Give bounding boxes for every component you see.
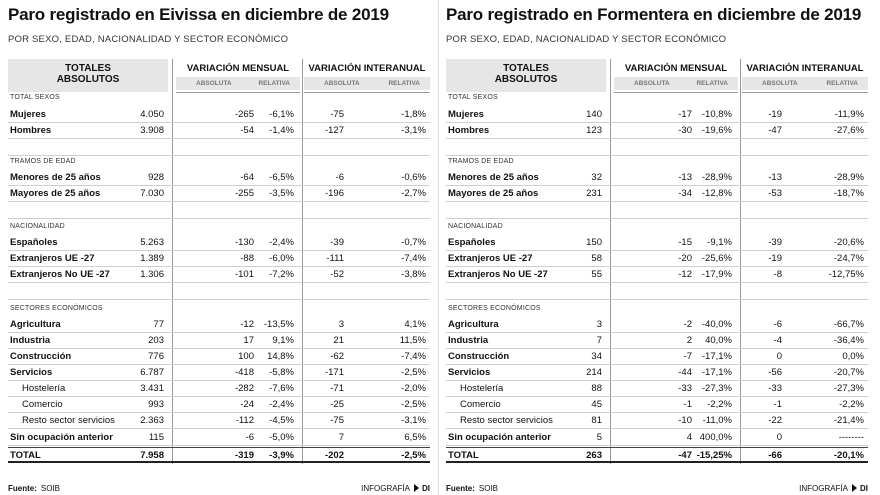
mensual-absoluta: 100: [238, 351, 254, 362]
interanual-absoluta: 21: [333, 335, 344, 346]
header-variacion-interanual-label: VARIACIÓN INTERANUAL: [746, 63, 864, 74]
header-variacion-mensual-subheader: [176, 77, 300, 90]
row-label: TOTAL: [448, 450, 479, 461]
mensual-absoluta: -112: [235, 415, 254, 426]
table-row: [8, 267, 430, 283]
row-label: Extranjeros UE -27: [10, 253, 95, 264]
total-absoluto: 7: [596, 335, 602, 346]
table-row: [8, 251, 430, 267]
interanual-absoluta: -6: [773, 319, 782, 330]
header-variacion-interanual-label: VARIACIÓN INTERANUAL: [308, 63, 426, 74]
row-label: TOTAL: [10, 450, 41, 461]
header-variacion-mensual: [176, 59, 300, 93]
table-row: [8, 349, 430, 365]
row-label: Agricultura: [448, 319, 499, 330]
interanual-relativa: -20,1%: [833, 450, 864, 461]
table-row: [8, 381, 430, 397]
table-row: [446, 267, 868, 283]
row-spacer: [8, 283, 430, 300]
mensual-relativa: -2,4%: [269, 399, 294, 410]
mensual-relativa: -9,1%: [707, 237, 732, 248]
mensual-absoluta: -17: [678, 109, 692, 120]
interanual-absoluta: 0: [776, 432, 782, 443]
table-row: [446, 381, 868, 397]
interanual-relativa: -11,9%: [834, 109, 864, 120]
header-totales-line1: TOTALES: [65, 63, 111, 74]
interanual-relativa: -3,1%: [401, 415, 426, 426]
table-row: [8, 186, 430, 202]
total-absoluto: 115: [148, 432, 164, 443]
table-row: [8, 333, 430, 349]
mensual-relativa: -1,4%: [269, 125, 294, 136]
row-label: Agricultura: [10, 319, 61, 330]
mensual-absoluta: -282: [234, 383, 254, 394]
interanual-absoluta: -56: [768, 367, 782, 378]
mensual-absoluta: -7: [683, 351, 692, 362]
row-label: Mayores de 25 años: [448, 188, 539, 199]
footer-di: DI: [860, 484, 868, 493]
footer-source: [446, 484, 498, 493]
mensual-absoluta: -54: [240, 125, 254, 136]
total-absoluto: 7.030: [140, 188, 164, 199]
row-label: Construcción: [448, 351, 510, 362]
footer-di: DI: [422, 484, 430, 493]
interanual-relativa: -66,7%: [833, 319, 864, 330]
interanual-relativa: -0,7%: [401, 237, 426, 248]
subheader-relativa: RELATIVA: [826, 80, 858, 87]
total-absoluto: 1.306: [140, 269, 164, 280]
total-absoluto: 3.431: [140, 383, 164, 394]
total-absoluto: 7.958: [140, 450, 164, 461]
footer-credit: [799, 484, 868, 493]
section-label: NACIONALIDAD: [10, 223, 65, 230]
row-label: Menores de 25 años: [10, 172, 101, 183]
interanual-absoluta: -39: [330, 237, 344, 248]
header-variacion-interanual: [742, 59, 868, 93]
row-spacer: [446, 139, 868, 156]
total-absoluto: 214: [586, 367, 602, 378]
interanual-absoluta: -8: [773, 269, 782, 280]
row-label: Comercio: [22, 399, 63, 410]
table-row: [446, 235, 868, 251]
total-row: [8, 447, 430, 463]
total-absoluto: 993: [148, 399, 164, 410]
row-label: Comercio: [460, 399, 501, 410]
footer-source-value: SOIB: [478, 484, 499, 493]
row-spacer: [8, 202, 430, 219]
header-variacion-interanual: [304, 59, 430, 93]
mensual-relativa: -7,6%: [269, 383, 294, 394]
total-absoluto: 4.050: [140, 109, 164, 120]
header-totales-line2: ABSOLUTOS: [56, 74, 120, 85]
table-row: [8, 235, 430, 251]
row-label: Hostelería: [460, 383, 504, 394]
row-label: Extranjeros No UE -27: [448, 269, 548, 280]
interanual-relativa: -20,7%: [833, 367, 864, 378]
total-absoluto: 55: [591, 269, 602, 280]
table-row: [8, 107, 430, 123]
table-row: [446, 333, 868, 349]
play-arrow-icon: [414, 484, 419, 492]
total-absoluto: 34: [591, 351, 602, 362]
interanual-absoluta: -22: [768, 415, 782, 426]
table-row: [446, 349, 868, 365]
mensual-absoluta: -265: [234, 109, 254, 120]
interanual-absoluta: 3: [338, 319, 344, 330]
interanual-absoluta: -13: [768, 172, 782, 183]
interanual-relativa: -27,6%: [833, 125, 864, 136]
header-totales-line2: ABSOLUTOS: [494, 74, 558, 85]
footer-infografia: INFOGRAFÍA: [799, 484, 848, 493]
interanual-absoluta: -33: [768, 383, 782, 394]
table-row: [8, 123, 430, 139]
table-row: [446, 365, 868, 381]
row-spacer: [8, 139, 430, 156]
subheader-relativa: RELATIVA: [388, 80, 420, 87]
interanual-relativa: -2,2%: [839, 399, 864, 410]
mensual-relativa: -17,1%: [701, 367, 732, 378]
row-label: Construcción: [10, 351, 72, 362]
subheader-absoluta: ABSOLUTA: [324, 80, 360, 87]
header-variacion-interanual-subheader: [742, 77, 868, 90]
mensual-relativa: 14,8%: [267, 351, 294, 362]
row-spacer: [446, 283, 868, 300]
mensual-absoluta: -2: [683, 319, 692, 330]
panel-title: Paro registrado en Formentera en diciembre de 2019: [446, 5, 862, 24]
table-row: [446, 123, 868, 139]
footer-credit: [361, 484, 430, 493]
interanual-relativa: -3,8%: [401, 269, 426, 280]
interanual-relativa: -3,1%: [401, 125, 426, 136]
total-absoluto: 776: [148, 351, 164, 362]
interanual-absoluta: -171: [324, 367, 344, 378]
row-label: Industria: [448, 335, 489, 346]
total-absoluto: 5.263: [140, 237, 164, 248]
total-absoluto: 3: [596, 319, 602, 330]
mensual-absoluta: -24: [240, 399, 254, 410]
mensual-absoluta: -20: [678, 253, 692, 264]
mensual-relativa: -6,1%: [269, 109, 294, 120]
mensual-absoluta: -88: [240, 253, 254, 264]
row-label: Sin ocupación anterior: [448, 432, 551, 443]
total-absoluto: 45: [591, 399, 602, 410]
total-absoluto: 2.363: [140, 415, 164, 426]
mensual-absoluta: 2: [686, 335, 692, 346]
header-variacion-mensual-label: VARIACIÓN MENSUAL: [186, 63, 290, 74]
section-label: TOTAL SEXOS: [448, 94, 498, 101]
footer-infografia: INFOGRAFÍA: [361, 484, 410, 493]
table-header: [446, 59, 868, 92]
section-label: TRAMOS DE EDAD: [10, 158, 76, 165]
interanual-absoluta: -127: [324, 125, 344, 136]
interanual-absoluta: 7: [338, 432, 344, 443]
total-row: [446, 447, 868, 463]
mensual-absoluta: -12: [240, 319, 254, 330]
subheader-absoluta: ABSOLUTA: [196, 80, 232, 87]
mensual-absoluta: -44: [678, 367, 692, 378]
table-row: [8, 170, 430, 186]
interanual-relativa: -18,7%: [833, 188, 864, 199]
table-row: [8, 317, 430, 333]
table-row: [446, 317, 868, 333]
mensual-relativa: -27,3%: [701, 383, 732, 394]
mensual-absoluta: -319: [234, 450, 254, 461]
panel-divider: [438, 0, 439, 495]
header-variacion-interanual-subheader: [304, 77, 430, 90]
interanual-relativa: -36,4%: [833, 335, 864, 346]
interanual-absoluta: -1: [773, 399, 782, 410]
table-row: [446, 397, 868, 413]
header-totales: [446, 59, 606, 92]
mensual-relativa: -10,8%: [701, 109, 732, 120]
section-label: NACIONALIDAD: [448, 223, 503, 230]
interanual-relativa: --------: [838, 432, 864, 443]
mensual-absoluta: -34: [678, 188, 692, 199]
interanual-absoluta: -25: [330, 399, 344, 410]
table-row: [8, 397, 430, 413]
interanual-relativa: -7,4%: [401, 253, 426, 264]
section-label: TOTAL SEXOS: [10, 94, 60, 101]
interanual-relativa: -2,7%: [401, 188, 426, 199]
interanual-relativa: 4,1%: [404, 319, 426, 330]
mensual-absoluta: 17: [243, 335, 254, 346]
mensual-relativa: -25,6%: [701, 253, 732, 264]
interanual-absoluta: -71: [330, 383, 344, 394]
interanual-relativa: -28,9%: [833, 172, 864, 183]
row-label: Servicios: [10, 367, 53, 378]
interanual-relativa: -2,0%: [401, 383, 426, 394]
table-row: [446, 430, 868, 446]
table-row: [446, 186, 868, 202]
mensual-absoluta: -33: [678, 383, 692, 394]
interanual-absoluta: 0: [776, 351, 782, 362]
mensual-absoluta: -47: [678, 450, 692, 461]
mensual-relativa: -2,2%: [707, 399, 732, 410]
mensual-absoluta: -130: [234, 237, 254, 248]
row-spacer: [446, 202, 868, 219]
play-arrow-icon: [852, 484, 857, 492]
row-label: Servicios: [448, 367, 491, 378]
table-row: [8, 430, 430, 446]
interanual-relativa: -20,6%: [833, 237, 864, 248]
row-label: Mujeres: [10, 109, 46, 120]
subheader-relativa: RELATIVA: [258, 80, 290, 87]
interanual-relativa: -21,4%: [833, 415, 864, 426]
row-label: Españoles: [10, 237, 58, 248]
mensual-relativa: -3,9%: [269, 450, 294, 461]
row-label: Industria: [10, 335, 51, 346]
interanual-absoluta: -196: [324, 188, 344, 199]
total-absoluto: 5: [596, 432, 602, 443]
mensual-relativa: -5,0%: [269, 432, 294, 443]
total-absoluto: 928: [148, 172, 164, 183]
row-label: Hombres: [448, 125, 490, 136]
interanual-relativa: -27,3%: [833, 383, 864, 394]
row-label: Resto sector servicios: [22, 415, 115, 426]
subheader-absoluta: ABSOLUTA: [634, 80, 670, 87]
interanual-absoluta: -202: [324, 450, 344, 461]
total-absoluto: 81: [591, 415, 602, 426]
mensual-relativa: -3,5%: [269, 188, 294, 199]
table-row: [446, 170, 868, 186]
mensual-relativa: -2,4%: [269, 237, 294, 248]
interanual-absoluta: -53: [768, 188, 782, 199]
mensual-absoluta: -12: [678, 269, 692, 280]
interanual-absoluta: -62: [330, 351, 344, 362]
total-absoluto: 203: [148, 335, 164, 346]
footer-source-label: Fuente:: [8, 484, 37, 493]
mensual-relativa: 400,0%: [699, 432, 732, 443]
total-absoluto: 88: [591, 383, 602, 394]
mensual-relativa: -11,0%: [702, 415, 732, 426]
mensual-relativa: -28,9%: [701, 172, 732, 183]
total-absoluto: 3.908: [140, 125, 164, 136]
total-absoluto: 58: [591, 253, 602, 264]
row-label: Menores de 25 años: [448, 172, 539, 183]
footer-source-label: Fuente:: [446, 484, 475, 493]
interanual-absoluta: -19: [768, 109, 782, 120]
row-label: Hostelería: [22, 383, 66, 394]
table-row: [446, 413, 868, 429]
interanual-absoluta: -4: [773, 335, 782, 346]
section-label: SECTORES ECONÓMICOS: [448, 305, 541, 312]
row-label: Resto sector servicios: [460, 415, 553, 426]
mensual-relativa: -40,0%: [701, 319, 732, 330]
interanual-relativa: -2,5%: [401, 367, 426, 378]
section-label: SECTORES ECONÓMICOS: [10, 305, 103, 312]
total-absoluto: 1.389: [140, 253, 164, 264]
interanual-relativa: 6,5%: [404, 432, 426, 443]
row-label: Mayores de 25 años: [10, 188, 101, 199]
table-row: [446, 107, 868, 123]
mensual-relativa: -19,6%: [701, 125, 732, 136]
row-label: Españoles: [448, 237, 496, 248]
interanual-absoluta: -39: [768, 237, 782, 248]
row-label: Extranjeros No UE -27: [10, 269, 110, 280]
section-label: TRAMOS DE EDAD: [448, 158, 514, 165]
interanual-relativa: -1,8%: [401, 109, 426, 120]
mensual-absoluta: -418: [234, 367, 254, 378]
mensual-relativa: -15,25%: [696, 450, 732, 461]
interanual-relativa: -2,5%: [401, 450, 426, 461]
footer-source-value: SOIB: [40, 484, 61, 493]
interanual-absoluta: -6: [335, 172, 344, 183]
total-absoluto: 77: [153, 319, 164, 330]
total-absoluto: 140: [586, 109, 602, 120]
mensual-absoluta: -64: [240, 172, 254, 183]
header-variacion-mensual-subheader: [614, 77, 738, 90]
row-label: Extranjeros UE -27: [448, 253, 533, 264]
mensual-relativa: -4,5%: [269, 415, 294, 426]
mensual-relativa: -17,1%: [701, 351, 732, 362]
mensual-relativa: -6,5%: [269, 172, 294, 183]
mensual-absoluta: -255: [234, 188, 254, 199]
mensual-absoluta: 4: [686, 432, 692, 443]
interanual-absoluta: -111: [326, 253, 344, 264]
table-row: [446, 251, 868, 267]
mensual-relativa: -13,5%: [263, 319, 294, 330]
total-absoluto: 123: [586, 125, 602, 136]
total-absoluto: 32: [591, 172, 602, 183]
table-row: [8, 365, 430, 381]
total-absoluto: 6.787: [140, 367, 164, 378]
panel-formentera: [446, 0, 874, 495]
mensual-relativa: -12,8%: [701, 188, 732, 199]
header-variacion-mensual: [614, 59, 738, 93]
interanual-absoluta: -19: [768, 253, 782, 264]
interanual-absoluta: -75: [330, 109, 344, 120]
interanual-absoluta: -52: [330, 269, 344, 280]
row-label: Mujeres: [448, 109, 484, 120]
interanual-absoluta: -66: [768, 450, 782, 461]
interanual-relativa: 11,5%: [399, 335, 426, 346]
panel-eivissa: [8, 0, 436, 495]
mensual-absoluta: -6: [245, 432, 254, 443]
total-absoluto: 150: [586, 237, 602, 248]
subheader-absoluta: ABSOLUTA: [762, 80, 798, 87]
header-variacion-mensual-label: VARIACIÓN MENSUAL: [624, 63, 728, 74]
header-totales: [8, 59, 168, 92]
interanual-relativa: -7,4%: [401, 351, 426, 362]
mensual-relativa: 9,1%: [272, 335, 294, 346]
mensual-relativa: -7,2%: [269, 269, 294, 280]
interanual-relativa: 0,0%: [842, 351, 864, 362]
mensual-absoluta: -15: [678, 237, 692, 248]
header-totales-line1: TOTALES: [503, 63, 549, 74]
interanual-relativa: -12,75%: [828, 269, 864, 280]
row-label: Sin ocupación anterior: [10, 432, 113, 443]
mensual-absoluta: -10: [678, 415, 692, 426]
panel-subtitle: POR SEXO, EDAD, NACIONALIDAD Y SECTOR ECONÓMICO: [8, 34, 289, 45]
interanual-relativa: -24,7%: [833, 253, 864, 264]
table-header: [8, 59, 430, 92]
mensual-absoluta: -30: [678, 125, 692, 136]
panel-title: Paro registrado en Eivissa en diciembre de 2019: [8, 5, 389, 24]
row-label: Hombres: [10, 125, 52, 136]
mensual-relativa: -17,9%: [701, 269, 732, 280]
interanual-absoluta: -75: [330, 415, 344, 426]
mensual-absoluta: -13: [678, 172, 692, 183]
mensual-absoluta: -1: [683, 399, 692, 410]
interanual-relativa: -0,6%: [401, 172, 426, 183]
panel-subtitle: POR SEXO, EDAD, NACIONALIDAD Y SECTOR ECONÓMICO: [446, 34, 727, 45]
subheader-relativa: RELATIVA: [696, 80, 728, 87]
table-row: [8, 413, 430, 429]
total-absoluto: 231: [586, 188, 602, 199]
interanual-relativa: -2,5%: [401, 399, 426, 410]
total-absoluto: 263: [586, 450, 602, 461]
interanual-absoluta: -47: [768, 125, 782, 136]
mensual-relativa: 40,0%: [705, 335, 732, 346]
mensual-absoluta: -101: [234, 269, 254, 280]
mensual-relativa: -5,8%: [269, 367, 294, 378]
footer-source: [8, 484, 60, 493]
mensual-relativa: -6,0%: [269, 253, 294, 264]
